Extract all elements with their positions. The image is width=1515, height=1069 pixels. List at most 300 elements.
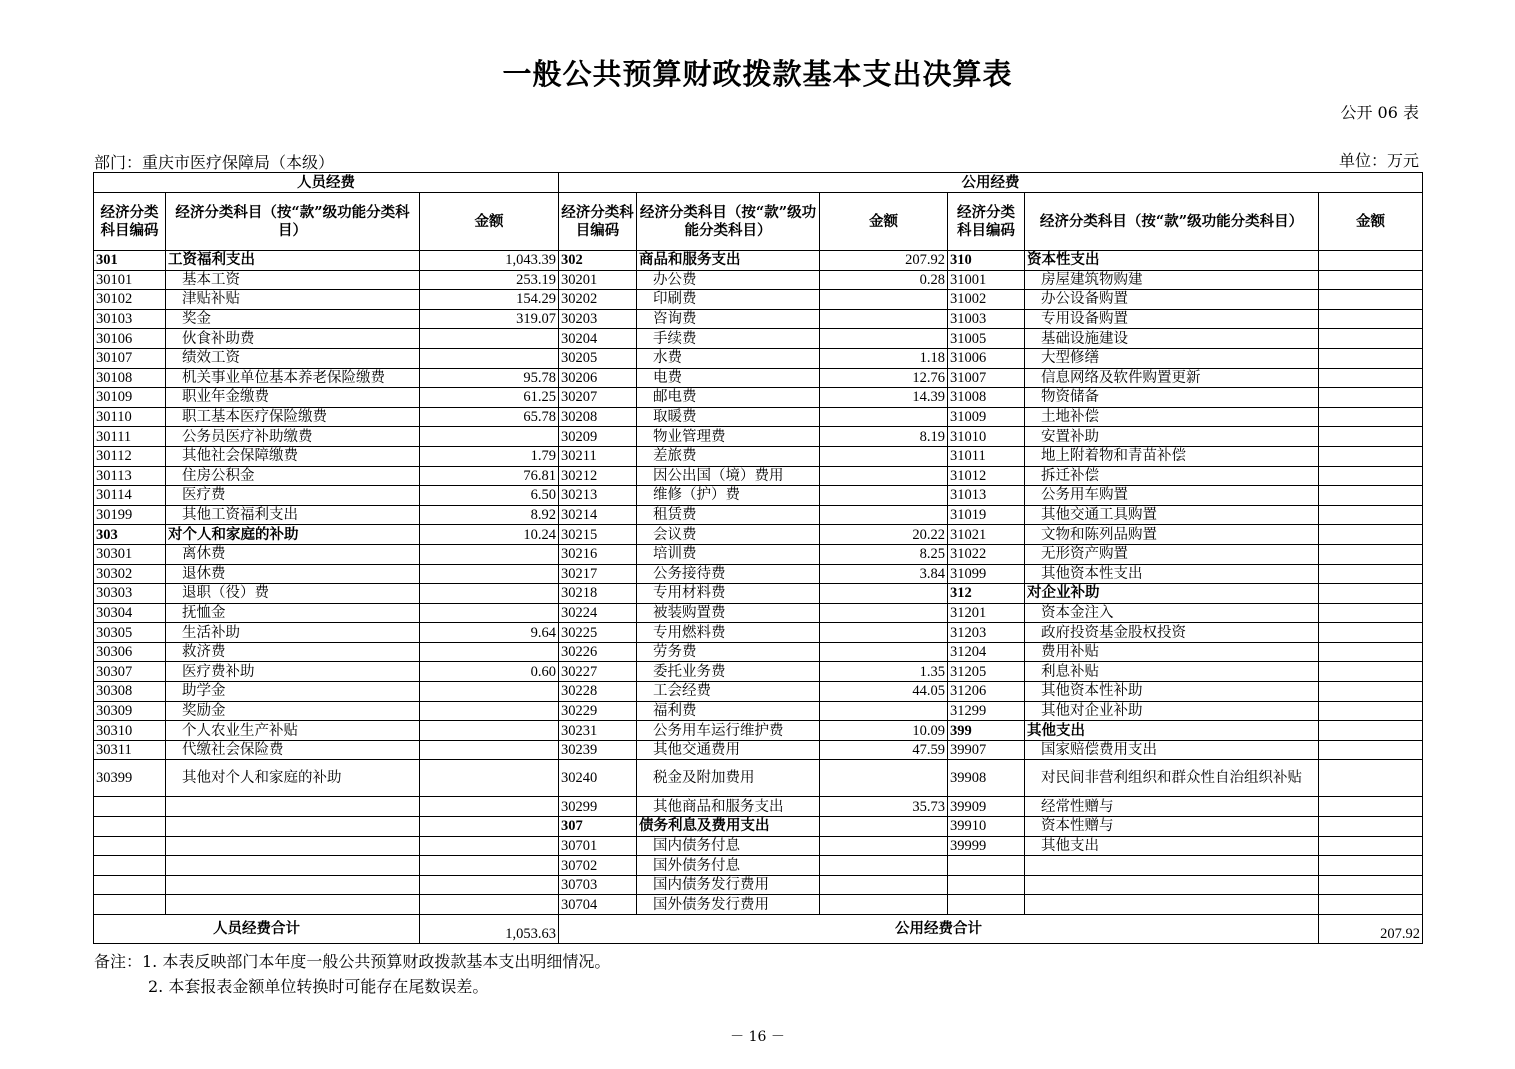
code-cell: 30111 [94, 427, 166, 447]
item-name-cell: 资本性支出 [1025, 251, 1319, 271]
note-2: 2. 本套报表金额单位转换时可能存在尾数误差。 [148, 977, 489, 996]
item-name-cell: 维修（护）费 [637, 486, 820, 506]
amount-cell [420, 642, 559, 662]
code-cell: 31206 [948, 682, 1025, 702]
code-cell: 30203 [559, 309, 637, 329]
amount-cell [820, 875, 948, 895]
amount-cell [420, 797, 559, 817]
code-cell: 312 [948, 584, 1025, 604]
amount-cell [1319, 875, 1423, 895]
code-cell: 399 [948, 721, 1025, 741]
amount-cell [420, 603, 559, 623]
code-cell: 31022 [948, 544, 1025, 564]
code-cell: 30701 [559, 836, 637, 856]
item-name-cell: 会议费 [637, 525, 820, 545]
col-header-amount: 金额 [420, 193, 559, 251]
amount-cell [1319, 682, 1423, 702]
item-name-cell: 物业管理费 [637, 427, 820, 447]
item-name-cell: 国外债务发行费用 [637, 895, 820, 915]
col-header-amount: 金额 [820, 193, 948, 251]
amount-cell [820, 836, 948, 856]
table-row [94, 388, 1423, 408]
code-cell: 30205 [559, 348, 637, 368]
amount-cell: 1,043.39 [420, 251, 559, 271]
item-name-cell: 劳务费 [637, 642, 820, 662]
amount-cell: 8.25 [820, 544, 948, 564]
item-name-cell: 培训费 [637, 544, 820, 564]
page-title: 一般公共预算财政拨款基本支出决算表 [502, 57, 1013, 91]
item-name-cell: 其他资本性支出 [1025, 564, 1319, 584]
table-row [94, 329, 1423, 349]
amount-cell [420, 895, 559, 915]
code-cell: 30227 [559, 662, 637, 682]
table-row [94, 662, 1423, 682]
code-cell: 30213 [559, 486, 637, 506]
code-cell: 31008 [948, 388, 1025, 408]
amount-cell [1319, 895, 1423, 915]
code-cell: 39999 [948, 836, 1025, 856]
item-name-cell: 政府投资基金股权投资 [1025, 623, 1319, 643]
code-cell [94, 875, 166, 895]
table-row [94, 856, 1423, 876]
code-cell: 39908 [948, 760, 1025, 797]
amount-cell [1319, 701, 1423, 721]
table-row [94, 446, 1423, 466]
note-1: 备注：1. 本表反映部门本年度一般公共预算财政拨款基本支出明细情况。 [94, 952, 611, 971]
item-name-cell: 土地补偿 [1025, 407, 1319, 427]
amount-cell [1319, 466, 1423, 486]
amount-cell: 154.29 [420, 290, 559, 310]
amount-cell [820, 466, 948, 486]
item-name-cell: 利息补贴 [1025, 662, 1319, 682]
code-cell: 307 [559, 817, 637, 837]
item-name-cell: 其他交通费用 [637, 740, 820, 760]
amount-cell [820, 505, 948, 525]
code-cell: 31099 [948, 564, 1025, 584]
item-name-cell [166, 856, 420, 876]
item-name-cell: 其他支出 [1025, 836, 1319, 856]
code-cell: 31201 [948, 603, 1025, 623]
code-cell: 30307 [94, 662, 166, 682]
item-name-cell: 机关事业单位基本养老保险缴费 [166, 368, 420, 388]
item-name-cell: 债务利息及费用支出 [637, 817, 820, 837]
amount-cell [420, 760, 559, 797]
table-row [94, 603, 1423, 623]
code-cell: 30224 [559, 603, 637, 623]
amount-cell: 3.84 [820, 564, 948, 584]
code-cell: 30226 [559, 642, 637, 662]
item-name-cell: 费用补贴 [1025, 642, 1319, 662]
amount-cell: 1.18 [820, 348, 948, 368]
amount-cell [420, 817, 559, 837]
item-name-cell [1025, 895, 1319, 915]
code-cell: 30107 [94, 348, 166, 368]
code-cell: 30199 [94, 505, 166, 525]
code-cell: 30106 [94, 329, 166, 349]
item-name-cell: 绩效工资 [166, 348, 420, 368]
amount-cell [820, 486, 948, 506]
code-cell: 31011 [948, 446, 1025, 466]
code-cell: 30112 [94, 446, 166, 466]
code-cell: 39907 [948, 740, 1025, 760]
table-row [94, 875, 1423, 895]
item-name-cell: 生活补助 [166, 623, 420, 643]
amount-cell: 8.19 [820, 427, 948, 447]
code-cell: 30229 [559, 701, 637, 721]
amount-cell [420, 836, 559, 856]
code-cell: 303 [94, 525, 166, 545]
item-name-cell: 其他资本性补助 [1025, 682, 1319, 702]
code-cell: 31006 [948, 348, 1025, 368]
item-name-cell: 房屋建筑物购建 [1025, 270, 1319, 290]
unit-label: 单位：万元 [1338, 151, 1419, 170]
code-cell [948, 856, 1025, 876]
amount-cell [1319, 348, 1423, 368]
table-row [94, 701, 1423, 721]
item-name-cell: 基本工资 [166, 270, 420, 290]
item-name-cell: 安置补助 [1025, 427, 1319, 447]
code-cell: 30209 [559, 427, 637, 447]
col-header-code: 经济分类科目编码 [559, 193, 637, 251]
amount-cell [820, 329, 948, 349]
amount-cell: 0.28 [820, 270, 948, 290]
code-cell: 31010 [948, 427, 1025, 447]
table-row [94, 270, 1423, 290]
item-name-cell: 津贴补贴 [166, 290, 420, 310]
totals-row [94, 915, 1423, 944]
amount-cell [420, 682, 559, 702]
code-cell: 30240 [559, 760, 637, 797]
amount-cell: 1.79 [420, 446, 559, 466]
amount-cell: 0.60 [420, 662, 559, 682]
code-cell: 31019 [948, 505, 1025, 525]
code-cell: 30703 [559, 875, 637, 895]
table-row [94, 584, 1423, 604]
amount-cell: 319.07 [420, 309, 559, 329]
table-row [94, 895, 1423, 915]
group-header-row [94, 173, 1423, 193]
code-cell: 30301 [94, 544, 166, 564]
amount-cell: 95.78 [420, 368, 559, 388]
amount-cell [420, 701, 559, 721]
table-row [94, 525, 1423, 545]
col-header-amount: 金额 [1319, 193, 1423, 251]
item-name-cell: 无形资产购置 [1025, 544, 1319, 564]
amount-cell [1319, 368, 1423, 388]
amount-cell: 14.39 [820, 388, 948, 408]
amount-cell [820, 446, 948, 466]
item-name-cell: 其他交通工具购置 [1025, 505, 1319, 525]
code-cell: 30212 [559, 466, 637, 486]
amount-cell [820, 290, 948, 310]
amount-cell: 10.09 [820, 721, 948, 741]
amount-cell [420, 721, 559, 741]
code-cell: 31205 [948, 662, 1025, 682]
amount-cell [1319, 270, 1423, 290]
code-cell: 302 [559, 251, 637, 271]
item-name-cell: 物资储备 [1025, 388, 1319, 408]
item-name-cell: 个人农业生产补贴 [166, 721, 420, 741]
personnel-group-header: 人员经费 [94, 173, 559, 193]
code-cell: 30102 [94, 290, 166, 310]
code-cell: 30207 [559, 388, 637, 408]
code-cell: 31012 [948, 466, 1025, 486]
amount-cell [1319, 836, 1423, 856]
code-cell [94, 895, 166, 915]
item-name-cell: 手续费 [637, 329, 820, 349]
item-name-cell: 基础设施建设 [1025, 329, 1319, 349]
col-header-name: 经济分类科目（按“款”级功能分类科目） [166, 193, 420, 251]
code-cell: 31203 [948, 623, 1025, 643]
item-name-cell: 医疗费 [166, 486, 420, 506]
table-row [94, 740, 1423, 760]
item-name-cell: 公务接待费 [637, 564, 820, 584]
amount-cell: 65.78 [420, 407, 559, 427]
item-name-cell [166, 895, 420, 915]
amount-cell [1319, 525, 1423, 545]
amount-cell: 61.25 [420, 388, 559, 408]
code-cell: 30308 [94, 682, 166, 702]
item-name-cell: 其他社会保障缴费 [166, 446, 420, 466]
item-name-cell: 商品和服务支出 [637, 251, 820, 271]
item-name-cell: 代缴社会保险费 [166, 740, 420, 760]
code-cell [94, 856, 166, 876]
amount-cell [1319, 544, 1423, 564]
amount-cell [1319, 740, 1423, 760]
table-row [94, 544, 1423, 564]
col-header-code: 经济分类科目编码 [948, 193, 1025, 251]
item-name-cell: 离休费 [166, 544, 420, 564]
item-name-cell: 住房公积金 [166, 466, 420, 486]
code-cell: 30113 [94, 466, 166, 486]
table-row [94, 427, 1423, 447]
item-name-cell: 咨询费 [637, 309, 820, 329]
table-row [94, 642, 1423, 662]
table-row [94, 368, 1423, 388]
code-cell: 31299 [948, 701, 1025, 721]
code-cell: 30216 [559, 544, 637, 564]
code-cell: 30299 [559, 797, 637, 817]
amount-cell [1319, 407, 1423, 427]
item-name-cell: 对个人和家庭的补助 [166, 525, 420, 545]
table-row [94, 797, 1423, 817]
item-name-cell: 办公费 [637, 270, 820, 290]
page-number: － 16 － [730, 1029, 785, 1045]
item-name-cell [166, 797, 420, 817]
item-name-cell: 经常性赠与 [1025, 797, 1319, 817]
table-row [94, 348, 1423, 368]
amount-cell: 1.35 [820, 662, 948, 682]
code-cell: 30208 [559, 407, 637, 427]
table-row [94, 721, 1423, 741]
code-cell: 30311 [94, 740, 166, 760]
code-cell: 30231 [559, 721, 637, 741]
amount-cell [1319, 721, 1423, 741]
table-row [94, 309, 1423, 329]
item-name-cell: 租赁费 [637, 505, 820, 525]
item-name-cell: 救济费 [166, 642, 420, 662]
item-name-cell: 公务用车购置 [1025, 486, 1319, 506]
item-name-cell: 职工基本医疗保险缴费 [166, 407, 420, 427]
item-name-cell: 对企业补助 [1025, 584, 1319, 604]
code-cell: 30704 [559, 895, 637, 915]
table-row [94, 623, 1423, 643]
code-cell: 30110 [94, 407, 166, 427]
item-name-cell: 国家赔偿费用支出 [1025, 740, 1319, 760]
item-name-cell: 抚恤金 [166, 603, 420, 623]
amount-cell: 253.19 [420, 270, 559, 290]
item-name-cell: 其他工资福利支出 [166, 505, 420, 525]
amount-cell [420, 584, 559, 604]
item-name-cell: 国内债务发行费用 [637, 875, 820, 895]
amount-cell [820, 407, 948, 427]
amount-cell [820, 584, 948, 604]
amount-cell [820, 701, 948, 721]
code-cell: 30214 [559, 505, 637, 525]
table-row [94, 505, 1423, 525]
code-cell [948, 895, 1025, 915]
amount-cell [1319, 623, 1423, 643]
item-name-cell: 其他对个人和家庭的补助 [166, 760, 420, 797]
item-name-cell: 奖金 [166, 309, 420, 329]
item-name-cell [166, 875, 420, 895]
amount-cell: 10.24 [420, 525, 559, 545]
amount-cell [1319, 446, 1423, 466]
amount-cell [1319, 564, 1423, 584]
amount-cell [1319, 797, 1423, 817]
code-cell: 39909 [948, 797, 1025, 817]
amount-cell [420, 427, 559, 447]
amount-cell [1319, 251, 1423, 271]
amount-cell [820, 642, 948, 662]
department-label: 部门：重庆市医疗保障局（本级） [94, 153, 335, 172]
item-name-cell: 职业年金缴费 [166, 388, 420, 408]
table-row [94, 817, 1423, 837]
public-group-header: 公用经费 [559, 173, 1423, 193]
item-name-cell: 水费 [637, 348, 820, 368]
amount-cell [1319, 760, 1423, 797]
amount-cell [820, 603, 948, 623]
code-cell [94, 836, 166, 856]
item-name-cell: 被装购置费 [637, 603, 820, 623]
code-cell: 31021 [948, 525, 1025, 545]
code-cell: 30211 [559, 446, 637, 466]
item-name-cell: 差旅费 [637, 446, 820, 466]
code-cell: 39910 [948, 817, 1025, 837]
item-name-cell [1025, 856, 1319, 876]
code-cell: 310 [948, 251, 1025, 271]
code-cell [94, 817, 166, 837]
table-row [94, 407, 1423, 427]
item-name-cell [166, 836, 420, 856]
item-name-cell: 地上附着物和青苗补偿 [1025, 446, 1319, 466]
amount-cell [820, 760, 948, 797]
item-name-cell: 专用设备购置 [1025, 309, 1319, 329]
item-name-cell: 邮电费 [637, 388, 820, 408]
amount-cell [1319, 642, 1423, 662]
item-name-cell: 其他商品和服务支出 [637, 797, 820, 817]
item-name-cell: 工资福利支出 [166, 251, 420, 271]
table-number: 公开 06 表 [1340, 103, 1419, 122]
item-name-cell: 委托业务费 [637, 662, 820, 682]
code-cell: 30101 [94, 270, 166, 290]
public-total-label: 公用经费合计 [559, 915, 1319, 944]
code-cell: 31007 [948, 368, 1025, 388]
amount-cell [420, 329, 559, 349]
personnel-total-label: 人员经费合计 [94, 915, 420, 944]
amount-cell: 44.05 [820, 682, 948, 702]
item-name-cell [166, 817, 420, 837]
code-cell: 30309 [94, 701, 166, 721]
table-row [94, 836, 1423, 856]
code-cell: 30218 [559, 584, 637, 604]
item-name-cell: 其他对企业补助 [1025, 701, 1319, 721]
amount-cell [820, 623, 948, 643]
code-cell: 30305 [94, 623, 166, 643]
personnel-total-value: 1,053.63 [420, 915, 559, 944]
amount-cell [820, 895, 948, 915]
item-name-cell: 专用材料费 [637, 584, 820, 604]
code-cell: 30206 [559, 368, 637, 388]
item-name-cell: 税金及附加费用 [637, 760, 820, 797]
item-name-cell: 电费 [637, 368, 820, 388]
item-name-cell: 拆迁补偿 [1025, 466, 1319, 486]
amount-cell: 20.22 [820, 525, 948, 545]
item-name-cell: 信息网络及软件购置更新 [1025, 368, 1319, 388]
item-name-cell: 助学金 [166, 682, 420, 702]
amount-cell [420, 564, 559, 584]
amount-cell [820, 817, 948, 837]
amount-cell: 76.81 [420, 466, 559, 486]
col-header-name: 经济分类科目（按“款”级功能分类科目） [637, 193, 820, 251]
item-name-cell: 对民间非营利组织和群众性自治组织补贴 [1025, 760, 1319, 797]
code-cell: 30310 [94, 721, 166, 741]
item-name-cell: 资本金注入 [1025, 603, 1319, 623]
code-cell: 30114 [94, 486, 166, 506]
item-name-cell: 伙食补助费 [166, 329, 420, 349]
code-cell: 30201 [559, 270, 637, 290]
amount-cell [1319, 329, 1423, 349]
item-name-cell: 工会经费 [637, 682, 820, 702]
amount-cell [420, 544, 559, 564]
code-cell: 30304 [94, 603, 166, 623]
item-name-cell: 公务用车运行维护费 [637, 721, 820, 741]
code-cell: 30215 [559, 525, 637, 545]
col-header-name: 经济分类科目（按“款”级功能分类科目） [1025, 193, 1319, 251]
amount-cell: 12.76 [820, 368, 948, 388]
item-name-cell: 资本性赠与 [1025, 817, 1319, 837]
code-cell: 31009 [948, 407, 1025, 427]
item-name-cell: 专用燃料费 [637, 623, 820, 643]
item-name-cell: 退休费 [166, 564, 420, 584]
code-cell: 30306 [94, 642, 166, 662]
code-cell: 301 [94, 251, 166, 271]
item-name-cell: 医疗费补助 [166, 662, 420, 682]
item-name-cell: 大型修缮 [1025, 348, 1319, 368]
table-row [94, 564, 1423, 584]
item-name-cell: 因公出国（境）费用 [637, 466, 820, 486]
item-name-cell: 福利费 [637, 701, 820, 721]
code-cell: 30103 [94, 309, 166, 329]
code-cell: 31013 [948, 486, 1025, 506]
item-name-cell: 国外债务付息 [637, 856, 820, 876]
amount-cell [1319, 505, 1423, 525]
code-cell: 31001 [948, 270, 1025, 290]
code-cell: 30108 [94, 368, 166, 388]
column-header-row [94, 193, 1423, 251]
amount-cell [1319, 856, 1423, 876]
code-cell: 30202 [559, 290, 637, 310]
